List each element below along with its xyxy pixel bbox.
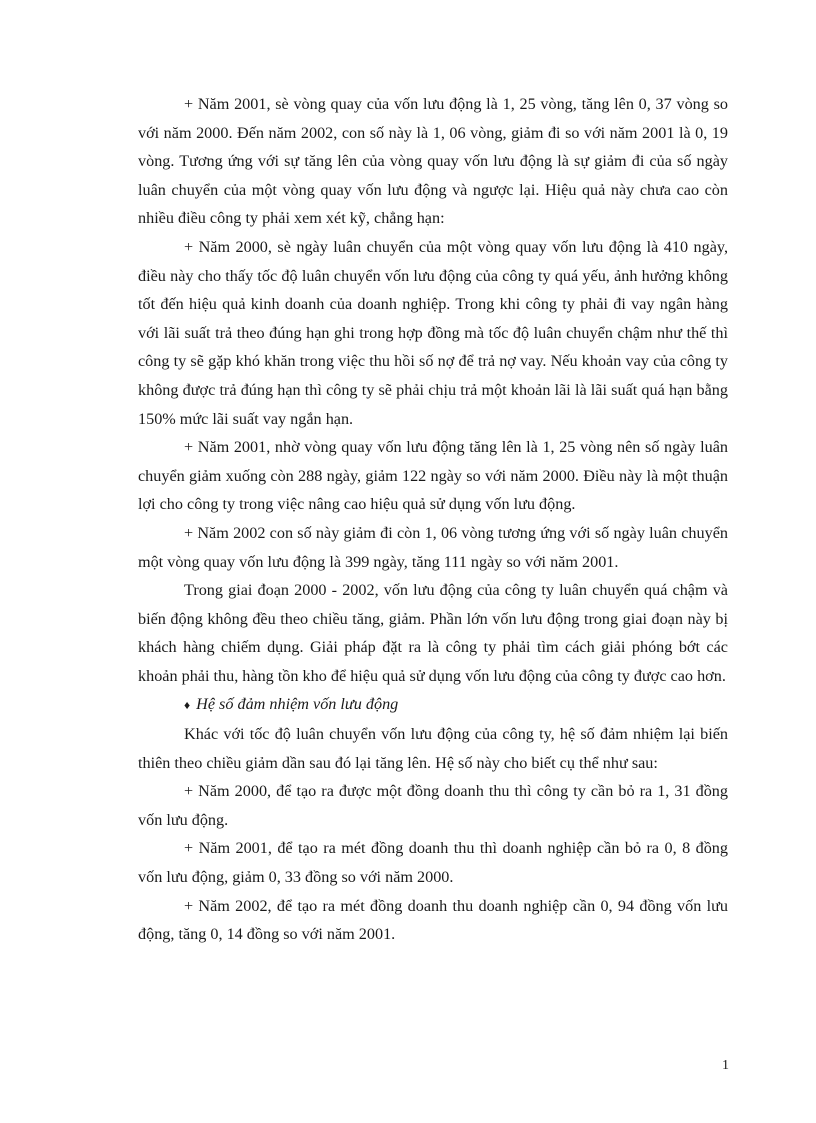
paragraph-2001-turnover: + Năm 2001, sè vòng quay của vốn lưu động là 1, 25 vòng, tăng lên 0, 37 vòng so với năm 2000. Đến năm 2002, con số này là 1, 06 vòng, giảm đi so với năm 2001 là 0, 19 vòng. Tương ứng với sự tăng lên của vòng quay vốn lưu động là sự giảm đi của số ngày luân chuyển của một vòng quay vốn lưu động và ngược lại. Hiệu quả này chưa cao còn nhiều điều công ty phải xem xét kỹ, chẳng hạn: bbox=[138, 95, 728, 228]
paragraph-coefficient-2000: + Năm 2000, để tạo ra được một đồng doanh thu thì công ty cần bỏ ra 1, 31 đồng vốn lưu động. bbox=[138, 782, 728, 829]
paragraph-coefficient-intro: Khác với tốc độ luân chuyển vốn lưu động của công ty, hệ số đảm nhiệm lại biến thiên theo chiều giảm dần sau đó lại tăng lên. Hệ số này cho biết cụ thể như sau: bbox=[138, 725, 728, 772]
paragraph-coefficient-2002: + Năm 2002, để tạo ra mét đồng doanh thu doanh nghiệp cần 0, 94 đồng vốn lưu động, tăng 0, 14 đồng so với năm 2001. bbox=[138, 896, 728, 944]
page-number: 1 bbox=[722, 1058, 729, 1073]
section-heading bbox=[138, 690, 728, 720]
document-page bbox=[138, 90, 728, 949]
paragraph-period-summary: Trong giai đoạn 2000 - 2002, vốn lưu động của công ty luân chuyển quá chậm và biến động không đều theo chiều tăng, giảm. Phần lớn vốn lưu động trong giai đoạn này bị khách hàng chiếm dụng. Giải pháp đặt ra là công ty phải tìm cách giải phóng bớt các khoản phải thu, hàng tồn kho để hiệu quả sử dụng vốn lưu động của công ty được cao hơn. bbox=[138, 581, 728, 685]
paragraph-2000-days: + Năm 2000, sè ngày luân chuyển của một vòng quay vốn lưu động là 410 ngày, điều này cho thấy tốc độ luân chuyển vốn lưu động của công ty quá yếu, ảnh hưởng không tốt đến hiệu quả kinh doanh của doanh nghiệp. Trong khi công ty phải đi vay ngân hàng với lãi suất trả theo đúng hạn ghi trong hợp đồng mà tốc độ luân chuyển chậm như thế thì công ty sẽ gặp khó khăn trong việc thu hồi số nợ để trả nợ vay. Nếu khoản vay của công ty không được trả đúng hạn thì công ty sẽ phải chịu trả một khoản lãi là lãi suất quá hạn bằng 150% mức lãi suất vay ngắn hạn. bbox=[138, 237, 728, 428]
paragraph-coefficient-2001: + Năm 2001, để tạo ra mét đồng doanh thu thì doanh nghiệp cần bỏ ra 0, 8 đồng vốn lưu động, giảm 0, 33 đồng so với năm 2000. bbox=[138, 839, 728, 887]
paragraph-2002-days: + Năm 2002 con số này giảm đi còn 1, 06 vòng tương ứng với số ngày luân chuyển một vòng quay vốn lưu động là 399 ngày, tăng 111 ngày so với năm 2001. bbox=[138, 523, 728, 571]
diamond-bullet-icon: ♦ bbox=[184, 698, 191, 713]
section-heading-text: Hệ số đảm nhiệm vốn lưu động bbox=[196, 695, 399, 714]
paragraph-2001-days: + Năm 2001, nhờ vòng quay vốn lưu động tăng lên là 1, 25 vòng nên số ngày luân chuyển giảm xuống còn 288 ngày, giảm 122 ngày so với năm 2000. Điều này là một thuận lợi cho công ty trong việc nâng cao hiệu quả sử dụng vốn lưu động. bbox=[138, 438, 728, 514]
